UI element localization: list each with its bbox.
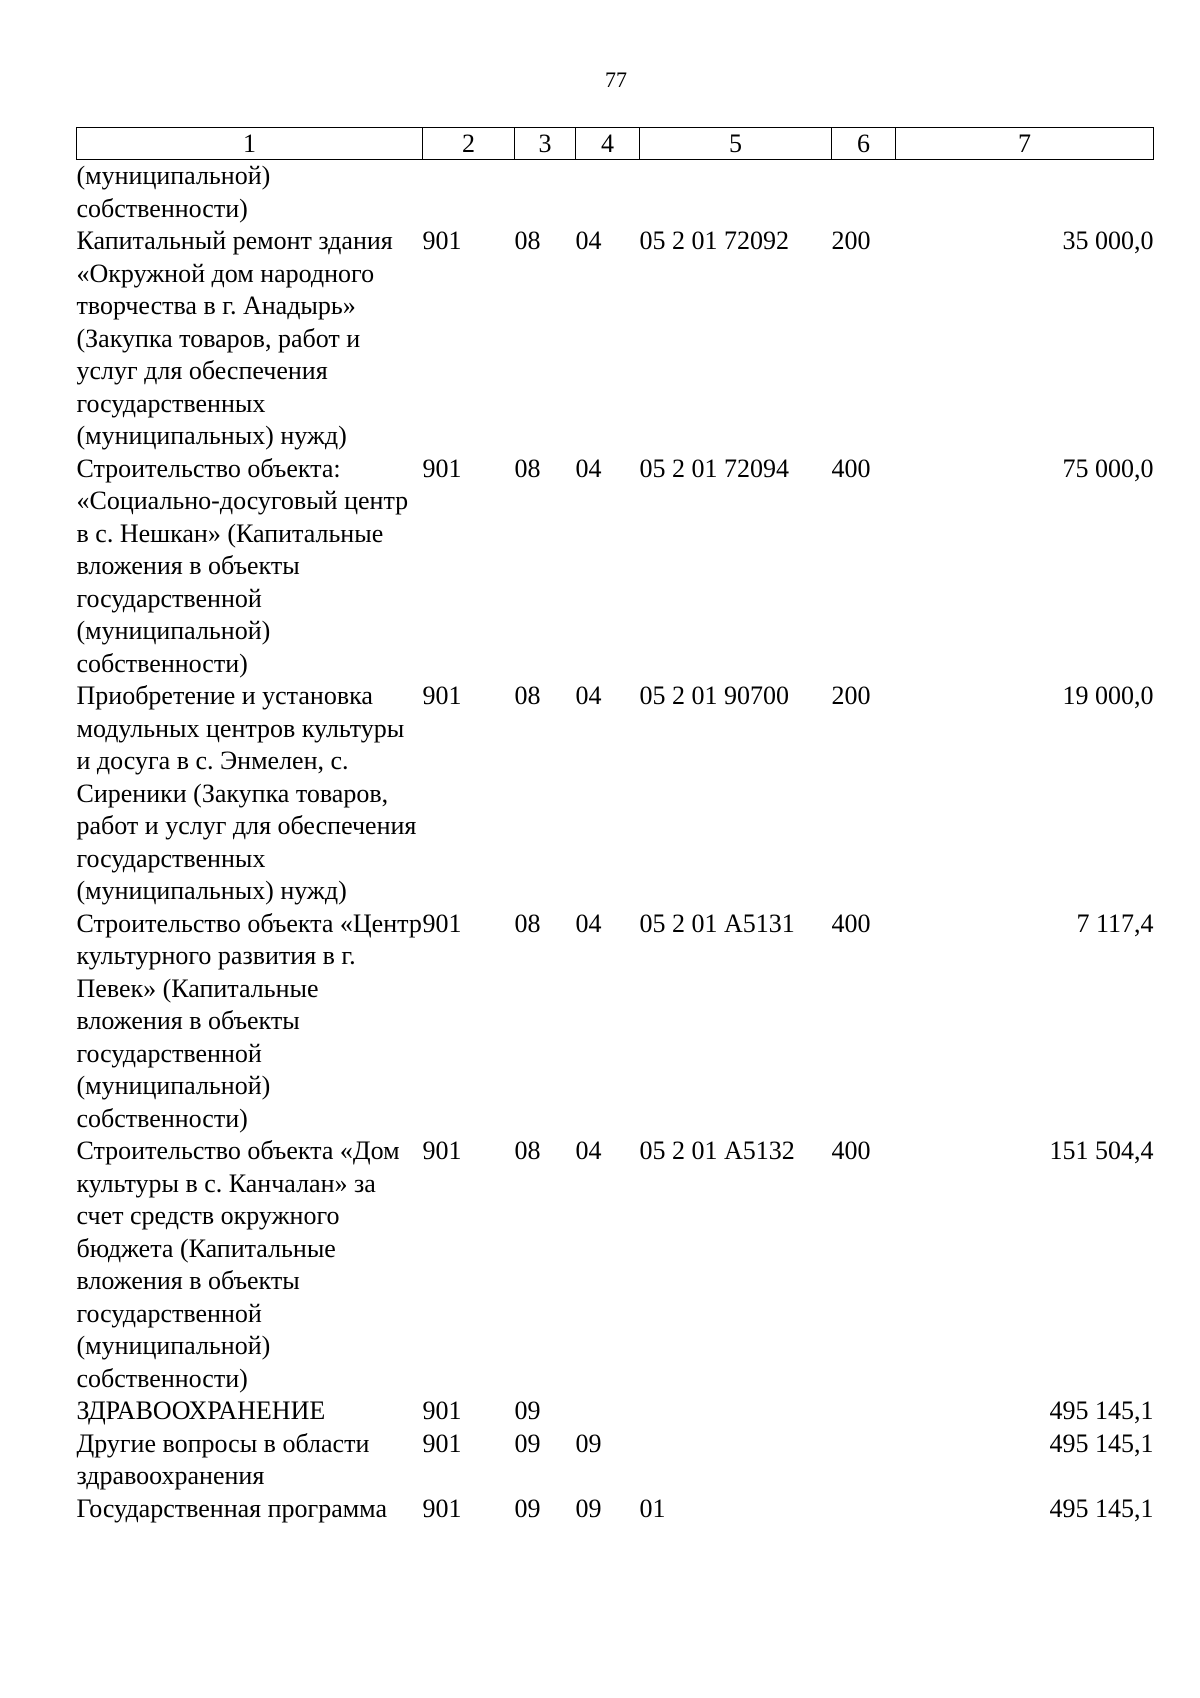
- cell-col-4: 04: [575, 226, 602, 255]
- cell-col-4: 09: [575, 1493, 602, 1523]
- row-name: Другие вопросы в области здравоохранения: [76, 1428, 370, 1490]
- row-name: Строительство объекта: «Социально-досуговый центр в с. Нешкан» (Капитальные вложения в объекты государственной (муниципальной) собственности): [76, 453, 409, 678]
- row-name: Капитальный ремонт здания «Окружной дом народного творчества в г. Анадырь» (Закупка товаров, работ и услуг для обеспечения государственных (муниципальных) нужд): [76, 226, 393, 450]
- cell-col-4: 04: [575, 1136, 602, 1165]
- cell-col-7: 75 000,0: [1062, 453, 1154, 483]
- column-header-4: 4: [576, 128, 640, 160]
- table-row: [77, 680, 1154, 908]
- column-header-1: 1: [77, 128, 423, 160]
- cell-col-5: 05 2 01 А5131: [639, 908, 795, 938]
- cell-col-3: 09: [514, 1396, 541, 1425]
- cell-col-6: 400: [831, 453, 871, 483]
- budget-table: [76, 127, 1154, 1525]
- cell-col-5: 05 2 01 А5132: [639, 1136, 795, 1165]
- cell-col-2: 901: [422, 226, 462, 255]
- row-name: Государственная программа: [76, 1493, 388, 1523]
- cell-col-3: 08: [514, 226, 541, 255]
- cell-col-6: [832, 1395, 896, 1428]
- cell-col-5: 01: [639, 1493, 666, 1523]
- column-header-3: 3: [515, 128, 576, 160]
- table-row: [77, 453, 1154, 681]
- table-row: [77, 225, 1154, 453]
- cell-col-6: 200: [831, 226, 871, 255]
- cell-col-6: 400: [831, 908, 871, 938]
- cell-col-7: 151 504,4: [1049, 1136, 1154, 1165]
- table-row: [77, 1395, 1154, 1428]
- cell-col-2: 901: [422, 1428, 462, 1458]
- cell-col-6: [832, 160, 896, 226]
- column-header-7: 7: [896, 128, 1154, 160]
- cell-col-7: 7 117,4: [1076, 908, 1154, 938]
- cell-col-6: 400: [831, 1136, 871, 1165]
- cell-col-7: 495 145,1: [1049, 1428, 1154, 1458]
- cell-col-3: [515, 160, 576, 226]
- cell-col-3: 09: [514, 1428, 541, 1458]
- cell-col-5: 05 2 01 90700: [639, 681, 789, 710]
- cell-col-6: [832, 1493, 896, 1526]
- cell-col-5: 05 2 01 72092: [639, 226, 789, 255]
- cell-col-3: 08: [514, 681, 541, 710]
- table-row: [77, 1493, 1154, 1526]
- cell-col-3: 08: [514, 1136, 541, 1165]
- cell-col-5: [640, 160, 832, 226]
- page-number: 77: [605, 67, 627, 92]
- cell-col-5: 05 2 01 72094: [639, 453, 789, 483]
- cell-col-4: 04: [575, 453, 602, 483]
- cell-col-2: 901: [422, 453, 462, 483]
- cell-col-2: 901: [422, 1396, 462, 1425]
- table-row: [77, 1135, 1154, 1395]
- cell-col-2: 901: [422, 908, 462, 938]
- cell-col-4: 09: [575, 1428, 602, 1458]
- cell-col-2: 901: [422, 681, 462, 710]
- row-name: Строительство объекта «Дом культуры в с. Канчалан» за счет средств окружного бюджета (Капитальные вложения в объекты государственной (муниципальной) собственности): [76, 1136, 400, 1393]
- row-name: ЗДРАВООХРАНЕНИЕ: [76, 1396, 326, 1425]
- cell-col-4: 04: [575, 908, 602, 938]
- cell-col-2: [423, 160, 515, 226]
- table-row: [77, 908, 1154, 1136]
- row-name: Приобретение и установка модульных центров культуры и досуга в с. Энмелен, с. Сиреники (Закупка товаров, работ и услуг для обеспечения государственных (муниципальных) нужд): [76, 681, 417, 905]
- cell-col-5: [640, 1428, 832, 1493]
- row-name: (муниципальной) собственности): [76, 161, 271, 223]
- cell-col-3: 09: [514, 1493, 541, 1523]
- cell-col-5: [640, 1395, 832, 1428]
- table-header-row: [77, 128, 1154, 160]
- cell-col-6: 200: [831, 681, 871, 710]
- cell-col-7: 495 145,1: [1049, 1493, 1154, 1523]
- cell-col-7: 495 145,1: [1049, 1396, 1154, 1425]
- cell-col-4: 04: [575, 681, 602, 710]
- cell-col-7: 19 000,0: [1062, 681, 1154, 710]
- table-row: [77, 1428, 1154, 1493]
- cell-col-7: [896, 160, 1154, 226]
- column-header-6: 6: [832, 128, 896, 160]
- cell-col-3: 08: [514, 453, 541, 483]
- cell-col-4: [576, 1395, 640, 1428]
- column-header-2: 2: [423, 128, 515, 160]
- cell-col-4: [576, 160, 640, 226]
- table-row: [77, 160, 1154, 226]
- cell-col-2: 901: [422, 1136, 462, 1165]
- cell-col-6: [832, 1428, 896, 1493]
- cell-col-7: 35 000,0: [1062, 226, 1154, 255]
- cell-col-3: 08: [514, 908, 541, 938]
- cell-col-2: 901: [422, 1493, 462, 1523]
- row-name: Строительство объекта «Центр культурного развития в г. Певек» (Капитальные вложения в объекты государственной (муниципальной) собственности): [76, 908, 422, 1133]
- column-header-5: 5: [640, 128, 832, 160]
